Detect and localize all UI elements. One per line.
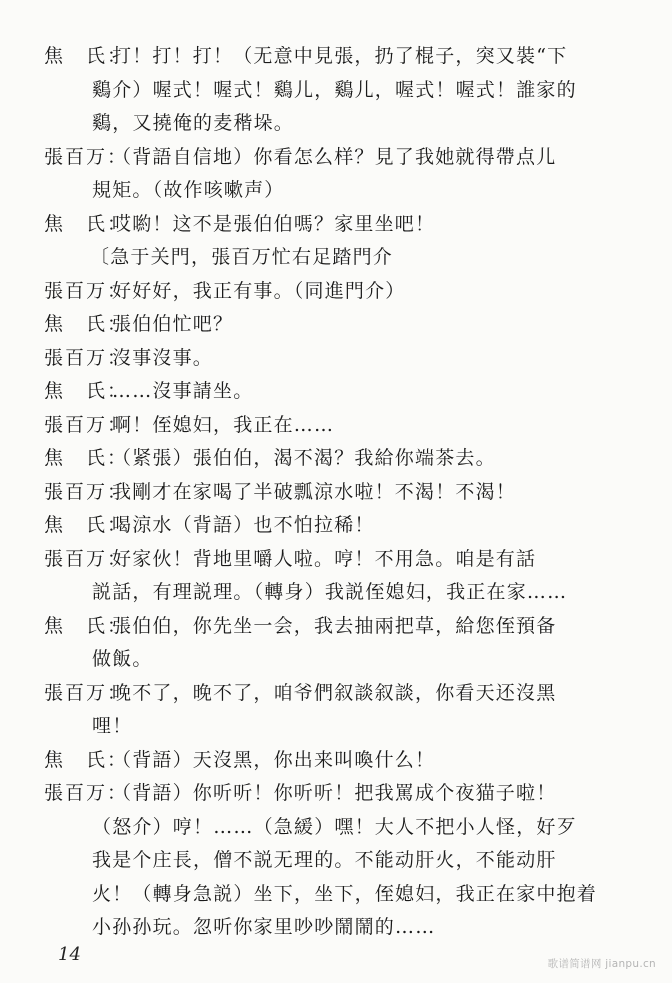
stage-direction-text: 〔急于关門，張百万忙右足踏門介 <box>90 246 394 268</box>
dialogue-line <box>44 312 644 336</box>
speech-text: 小孙孙玩。忽听你家里吵吵鬧鬧的…… <box>92 916 436 938</box>
speaker-label: 焦 氏： <box>44 748 129 771</box>
speaker-label: 焦 氏： <box>44 45 129 67</box>
speech-text: （背語）天沒黑，你出来叫喚什么！ <box>112 748 436 771</box>
speech-text: 哩！ <box>92 715 133 737</box>
speaker-label: 焦 氏： <box>44 614 129 637</box>
speech-text: 喝涼水（背語）也不怕拉稀！ <box>112 514 375 536</box>
dialogue-continuation <box>44 580 644 604</box>
speech-text: 規矩。（故作咳嗽声） <box>92 179 285 201</box>
speech-text: 我剛才在家喝了半破瓢涼水啦！不渴！不渴！ <box>112 480 517 503</box>
speech-text: 啊！侄媳妇，我正在…… <box>112 413 335 436</box>
dialogue-line <box>44 212 644 236</box>
speech-text: 好好好，我正有事。（同進門介） <box>112 279 406 302</box>
dialogue-continuation <box>44 178 644 202</box>
speech-text: 説話，有理説理。（轉身）我説侄媳妇，我正在家…… <box>92 581 568 603</box>
speech-text: ……沒事請坐。 <box>112 380 254 402</box>
speaker-label: 張百万： <box>44 480 129 503</box>
dialogue-line <box>44 781 644 805</box>
speech-text: 鷄，又撓俺的麦稭垛。 <box>92 112 295 134</box>
speaker-label: 焦 氏： <box>44 313 129 335</box>
dialogue-line <box>44 413 644 437</box>
speaker-label: 焦 氏： <box>44 447 129 469</box>
speech-text: 好家伙！背地里嚼人啦。哼！不用急。咱是有話 <box>112 547 537 570</box>
dialogue-line <box>44 614 644 638</box>
speaker-label: 張百万： <box>44 279 129 302</box>
dialogue-continuation <box>44 714 644 738</box>
dialogue-continuation <box>44 915 644 939</box>
dialogue-continuation <box>44 78 644 102</box>
stage-direction <box>44 245 644 269</box>
speech-text: 鷄介）喔式！喔式！鷄儿，鷄儿，喔式！喔式！誰家的 <box>92 78 577 101</box>
dialogue-continuation <box>44 815 644 839</box>
speaker-label: 焦 氏： <box>44 514 129 536</box>
speech-text: 張伯伯忙吧？ <box>112 313 234 335</box>
speaker-label: 焦 氏： <box>44 212 129 235</box>
dialogue-line <box>44 379 644 403</box>
speech-text: （背語自信地）你看怎么样？見了我她就得帶点儿 <box>112 145 557 168</box>
dialogue-line <box>44 480 644 504</box>
speaker-label: 張百万： <box>44 547 129 570</box>
speech-text: （紧張）張伯伯，渴不渴？我給你端茶去。 <box>112 447 496 469</box>
speaker-label: 張百万： <box>44 346 129 369</box>
speech-text: 晚不了，晚不了，咱爷們叙談叙談，你看天还沒黑 <box>112 681 557 704</box>
speaker-label: 焦 氏： <box>44 380 129 402</box>
speech-text: 我是个庄長，僧不説无理的。不能动肝火，不能动肝 <box>92 849 557 871</box>
page-number: 14 <box>58 944 81 965</box>
dialogue-line <box>44 346 644 370</box>
dialogue-line <box>44 446 644 470</box>
speech-text: （怒介）哼！……（急緩）嘿！大人不把小人怪，好歹 <box>92 815 577 838</box>
dialogue-line <box>44 547 644 571</box>
dialogue-line <box>44 748 644 772</box>
dialogue-line <box>44 513 644 537</box>
speech-text: 火！（轉身急説）坐下，坐下，侄媳妇，我正在家中抱着 <box>92 882 598 905</box>
dialogue-line <box>44 279 644 303</box>
dialogue-continuation <box>44 647 644 671</box>
watermark: 歌谱简谱网 jianpu.cn <box>547 958 656 970</box>
dialogue-continuation <box>44 111 644 135</box>
speaker-label: 張百万： <box>44 681 129 704</box>
speaker-label: 張百万： <box>44 145 129 168</box>
speech-text: 張伯伯，你先坐一会，我去抽兩把草，給您侄預备 <box>112 614 557 637</box>
speaker-label: 張百万： <box>44 413 129 436</box>
script-text <box>44 44 644 949</box>
speaker-label: 張百万： <box>44 782 129 804</box>
speech-text: 打！打！打！（无意中見張，扔了棍子，突又裝“下 <box>112 45 568 67</box>
dialogue-line <box>44 44 644 68</box>
dialogue-continuation <box>44 882 644 906</box>
speech-text: （背語）你听听！你听听！把我罵成个夜猫子啦！ <box>112 782 557 804</box>
speech-text: 哎喲！这不是張伯伯嗎？家里坐吧！ <box>112 212 436 235</box>
dialogue-continuation <box>44 848 644 872</box>
speech-text: 沒事沒事。 <box>112 346 214 369</box>
speech-text: 做飯。 <box>92 648 153 670</box>
dialogue-line <box>44 681 644 705</box>
dialogue-line <box>44 145 644 169</box>
